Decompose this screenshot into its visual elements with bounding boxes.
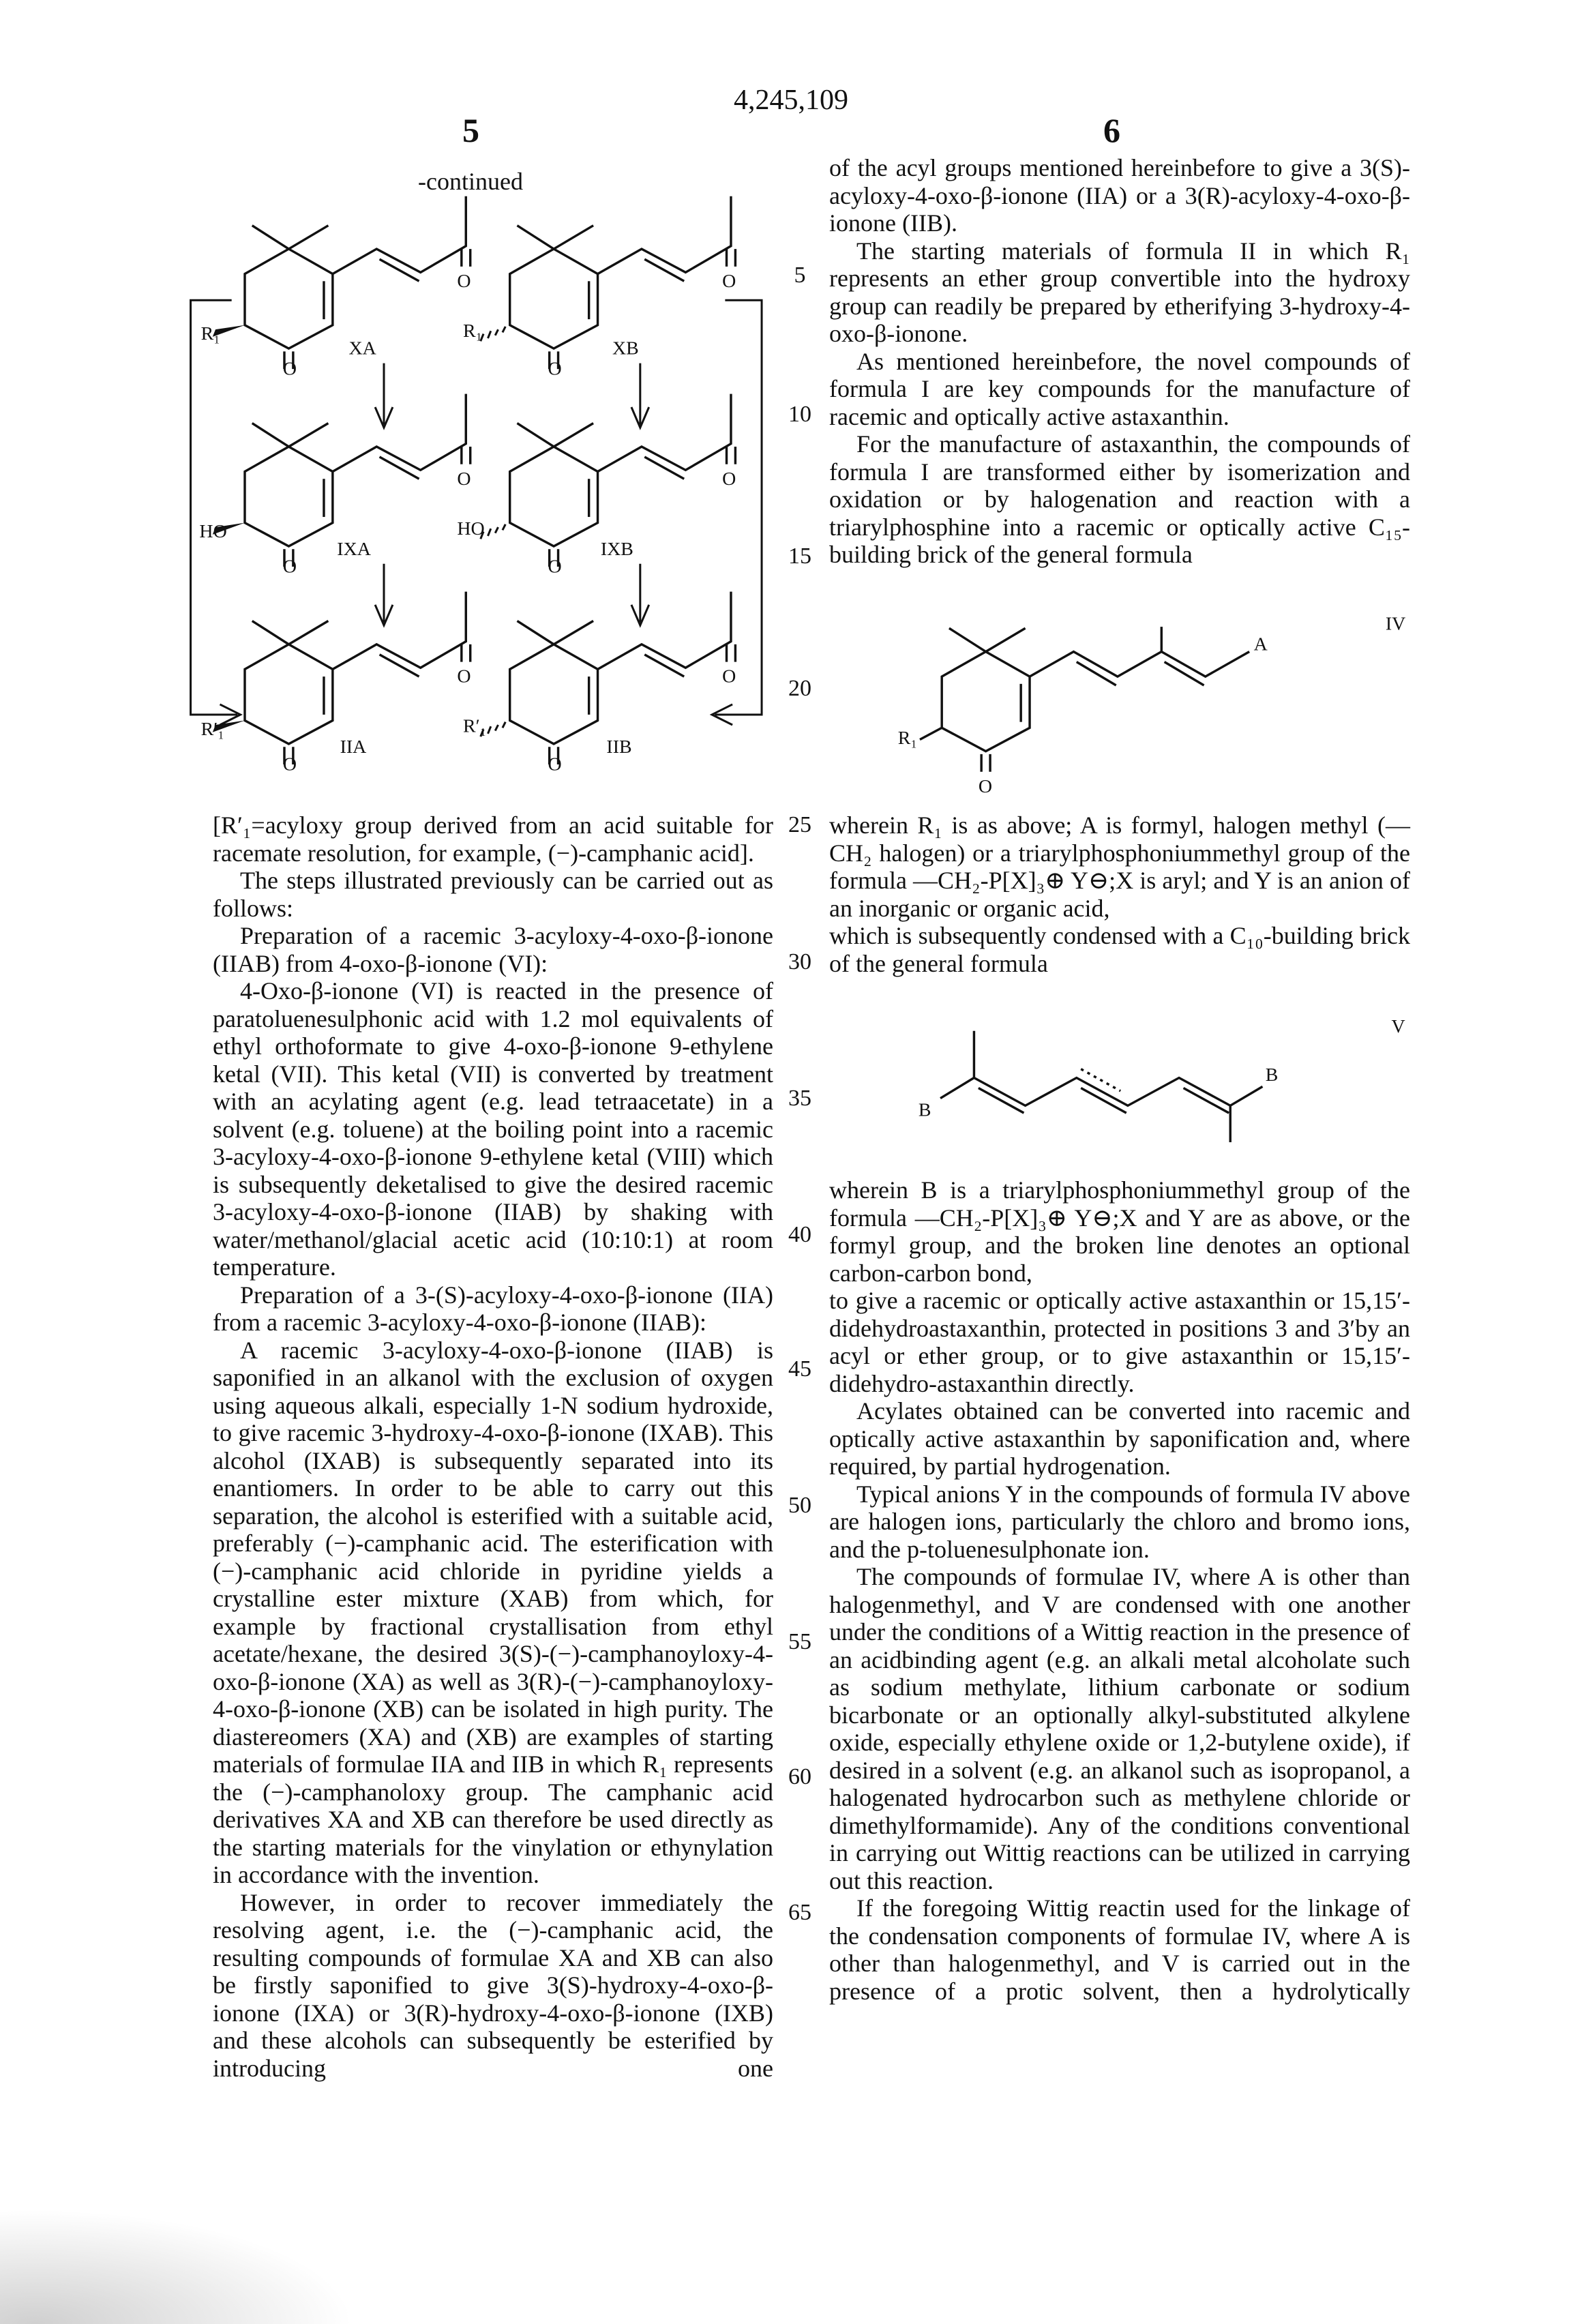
- substituent-label-R1-prime: R′₁: [463, 716, 486, 737]
- paragraph: to give a racemic or optically active astaxanthin or 15,15′-didehydroastaxanthin, protected in positions 3 and 3′by an acyl or ether group, or to give astaxanthin or 15,15′-didehydro-astaxanthin directly.: [829, 1287, 1410, 1397]
- paragraph: The steps illustrated previously can be carried out as follows:: [213, 867, 773, 922]
- compound-label-IIB: IIB: [606, 736, 631, 758]
- oxygen-label: O: [283, 556, 297, 578]
- paragraph: [R′₁=acyloxy group derived from an acid suitable for racemate resolution, for example, (−)-camphanic acid].: [213, 811, 773, 867]
- formula-V-B-label: B: [1266, 1064, 1279, 1086]
- line-number: 60: [783, 1763, 817, 1791]
- right-column-text-bottom: [829, 1176, 1410, 2005]
- paragraph: If the foregoing Wittig reactin used for the linkage of the condensation components of formulae IV, where A is other than halogenmethyl, and V is carried out in the presence of a protic solvent, then a hydrolytically: [829, 1894, 1410, 2005]
- compound-label-IXA: IXA: [337, 539, 371, 560]
- line-number: 30: [783, 949, 817, 976]
- paragraph: which is subsequently condensed with a C₁₀-building brick of the general formula: [829, 922, 1410, 977]
- oxygen-label: O: [722, 271, 736, 292]
- paragraph: A racemic 3-acyloxy-4-oxo-β-ionone (IIAB) is saponified in an alkanol with the exclusion of oxygen using aqueous alkali, especially 1-N sodium hydroxide, to give racemic 3-hydroxy-4-oxo-β-ionone (IXAB). This alcohol (IXAB) is subsequently separated into its enantiomers. In order to be able to carry out this separation, the alcohol is esterified with a suitable acid, preferably (−)-camphanic acid. The esterification with (−)-camphanic acid chloride in pyridine yields a crystalline ester mixture (XAB) from which, for example by fractional crystallisation from ethyl acetate/hexane, the desired 3(S)-(−)-camphanoyloxy-4-oxo-β-ionone (XA) as well as 3(R)-(−)-camphanoyloxy-4-oxo-β-ionone (XB) can be isolated in high purity. The diastereomers (XA) and (XB) are examples of starting materials of formulae IIA and IIB in which R₁ represents the (−)-camphanoloxy group. The camphanic acid derivatives XA and XB can therefore be used directly as the starting materials for the vinylation or ethynylation in accordance with the invention.: [213, 1337, 773, 1889]
- compound-label-IXB: IXB: [601, 539, 633, 560]
- oxygen-label: O: [283, 754, 297, 775]
- line-number: 45: [783, 1356, 817, 1383]
- paragraph: 4-Oxo-β-ionone (VI) is reacted in the presence of paratoluenesulphonic acid with 1.2 mol equivalents of ethyl orthoformate to give 4-oxo-β-ionone 9-ethylene ketal (VII). This ketal (VII) is converted by treatment with an acylating agent (e.g. lead tetraacetate) in a solvent (e.g. toluene) at the boiling point into a racemic 3-acyloxy-4-oxo-β-ionone 9-ethylene ketal (VIII) which is subsequently deketalised to give the desired racemic 3-acyloxy-4-oxo-β-ionone (IIAB) by shaking with water/methanol/glacial acetic acid (10:10:1) at room temperature.: [213, 977, 773, 1281]
- paragraph: However, in order to recover immediately the resolving agent, i.e. the (−)-camphanic acid, the resulting compounds of formulae XA and XB can also be firstly saponified to give 3(S)-hydroxy-4-oxo-β-ionone (IXA) or 3(R)-hydroxy-4-oxo-β-ionone (IXB) and these alcohols can subsequently be esterified by introducing one: [213, 1889, 773, 2083]
- substituent-label-R1: R₁: [201, 323, 220, 344]
- paragraph: The starting materials of formula II in which R₁ represents an ether group convertible into the hydroxy group can readily be prepared by etherifying 3-hydroxy-4-oxo-β-ionone.: [829, 237, 1410, 348]
- paragraph: Preparation of a racemic 3-acyloxy-4-oxo-β-ionone (IIAB) from 4-oxo-β-ionone (VI):: [213, 922, 773, 977]
- paragraph: wherein B is a triarylphosphoniummethyl group of the formula —CH₂-P[X]₃⊕ Y⊖;X and Y are as above, or the formyl group, and the broken line denotes an optional carbon-carbon bond,: [829, 1176, 1410, 1287]
- paragraph: As mentioned hereinbefore, the novel compounds of formula I are key compounds for the manufacture of racemic and optically active astaxanthin.: [829, 348, 1410, 431]
- line-number: 5: [783, 262, 817, 289]
- oxygen-label: O: [457, 271, 471, 292]
- substituent-label-HO: HO: [199, 521, 226, 542]
- oxygen-label: O: [548, 556, 562, 578]
- paragraph: For the manufacture of astaxanthin, the compounds of formula I are transformed either by isomerization and oxidation or by halogenation and reaction with a triarylphosphine into a racemic or optically active C₁₅-building brick of the general formula: [829, 430, 1410, 569]
- line-number: 65: [783, 1899, 817, 1926]
- column-number-right: 6: [1103, 113, 1120, 147]
- formula-V-B-label: B: [919, 1099, 931, 1120]
- molecule-XA: [213, 196, 471, 369]
- oxygen-label: O: [457, 468, 471, 490]
- paragraph: Typical anions Y in the compounds of formula IV above are halogen ions, particularly the chloro and bromo ions, and the p-toluenesulphonate ion.: [829, 1480, 1410, 1564]
- scan-noise: [0, 2209, 355, 2324]
- reaction-arrows: [191, 300, 762, 725]
- formula-IV-oxygen-label: O: [979, 776, 992, 797]
- line-number: 15: [783, 543, 817, 570]
- line-number: 20: [783, 675, 817, 702]
- left-column-text: [213, 811, 773, 2082]
- compound-label-XA: XA: [348, 338, 376, 359]
- column-number-left: 5: [462, 113, 479, 147]
- compound-label-XB: XB: [612, 338, 639, 359]
- formula-V-structure: [919, 1016, 1405, 1142]
- paragraph: wherein R₁ is as above; A is formyl, halogen methyl (—CH₂ halogen) or a triarylphosphoniummethyl group of the formula —CH₂-P[X]₃⊕ Y⊖;X is aryl; and Y is an anion of an inorganic or organic acid,: [829, 811, 1410, 922]
- oxygen-label: O: [548, 359, 562, 380]
- continued-label: -continued: [382, 168, 559, 195]
- molecule-XB: [481, 196, 736, 369]
- formula-IV-A-label: A: [1254, 634, 1268, 655]
- oxygen-label: O: [722, 468, 736, 490]
- substituent-label-R1: R₁: [463, 321, 482, 342]
- line-number: 25: [783, 811, 817, 839]
- paragraph: Preparation of a 3-(S)-acyloxy-4-oxo-β-ionone (IIA) from a racemic 3-acyloxy-4-oxo-β-ionone (IIAB):: [213, 1281, 773, 1337]
- line-number: 50: [783, 1492, 817, 1519]
- substituent-label-R1-prime: R′₁: [201, 719, 224, 740]
- formula-IV-number: IV: [1386, 613, 1405, 634]
- paragraph: Acylates obtained can be converted into racemic and optically active astaxanthin by saponification and, where required, by partial hydrogenation.: [829, 1397, 1410, 1480]
- patent-number: 4,245,109: [0, 85, 1582, 116]
- formula-IV-structure: [898, 613, 1406, 796]
- formula-IV-R1-label: R₁: [898, 728, 917, 749]
- oxygen-label: O: [283, 359, 297, 380]
- line-number: 35: [783, 1085, 817, 1112]
- line-number: 10: [783, 401, 817, 428]
- oxygen-label: O: [722, 666, 736, 687]
- line-number: 55: [783, 1628, 817, 1656]
- formula-V-number: V: [1391, 1016, 1405, 1037]
- compound-label-IIA: IIA: [340, 736, 367, 758]
- paragraph: The compounds of formulae IV, where A is other than halogenmethyl, and V are condensed with one another under the conditions of a Wittig reaction in the presence of an acidbinding agent (e.g. an alkali metal alcoholate such as sodium methylate, lithium carbonate or sodium bicarbonate or an optionally alkyl-substituted alkylene oxide, especially ethylene oxide or 1,2-butylene oxide), if desired in a solvent (e.g. an alkanol such as isopropanol, a halogenated hydrocarbon such as methylene chloride or dimethylformamide). Any of the conditions conventional in carrying out Wittig reactions can be utilized in carrying out this reaction.: [829, 1563, 1410, 1894]
- line-number: 40: [783, 1221, 817, 1249]
- substituent-label-HO: HO: [457, 518, 484, 539]
- right-column-text-middle: [829, 811, 1410, 977]
- oxygen-label: O: [457, 666, 471, 687]
- right-column-text-top: [829, 154, 1410, 569]
- oxygen-label: O: [548, 754, 562, 775]
- paragraph: of the acyl groups mentioned hereinbefore to give a 3(S)-acyloxy-4-oxo-β-ionone (IIA) or a 3(R)-acyloxy-4-oxo-β-ionone (IIB).: [829, 154, 1410, 237]
